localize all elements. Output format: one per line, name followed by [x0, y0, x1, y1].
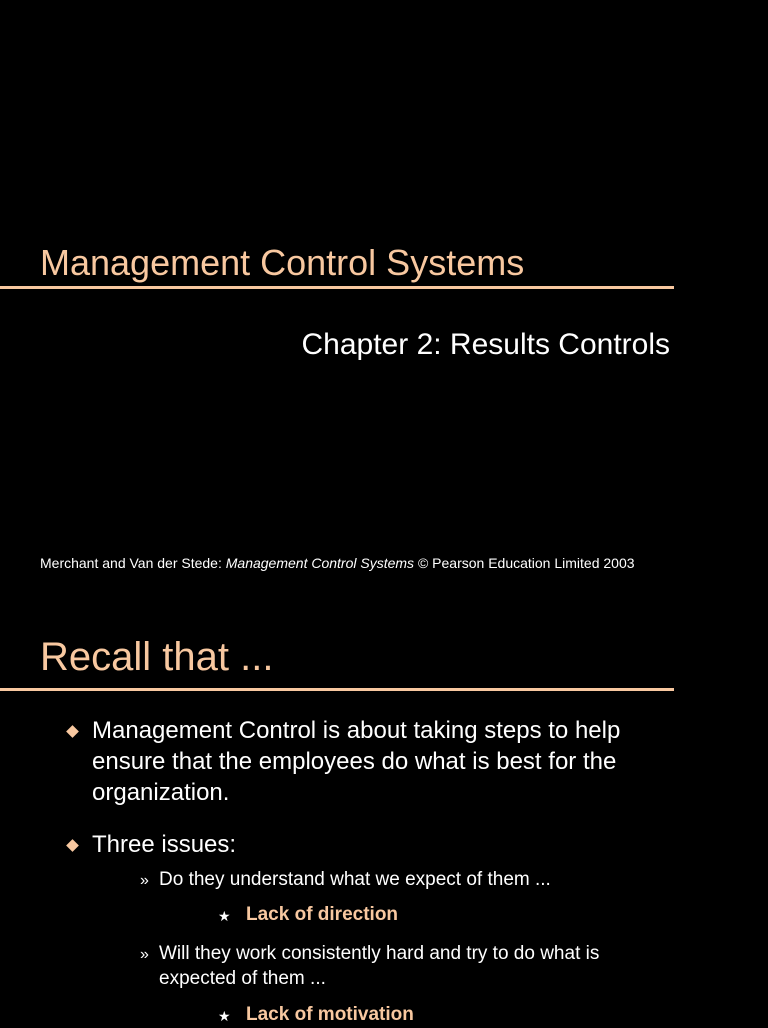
- chapter-subtitle: Chapter 2: Results Controls: [301, 328, 670, 361]
- star-bullet-icon: ★: [218, 908, 231, 924]
- diamond-bullet-icon: [66, 725, 79, 738]
- emphasis-item: Lack of direction: [246, 904, 399, 925]
- raquo-marker-icon: »: [140, 872, 149, 889]
- slide-title: Management Control Systems: [40, 242, 525, 283]
- diamond-bullet-icon: [66, 839, 79, 852]
- title-underline: [0, 286, 674, 289]
- sub-bullet-item: Do they understand what we expect of them ...: [159, 869, 551, 890]
- bullet-item: Three issues:: [92, 831, 237, 858]
- bullet-item: Management Control is about taking steps to help ensure that the employees do what is best for the organization.: [92, 717, 621, 806]
- content-slide: [0, 610, 768, 1024]
- star-bullet-icon: ★: [218, 1008, 231, 1024]
- raquo-marker-icon: »: [140, 946, 149, 963]
- footer-copyright: © Pearson Education Limited 2003: [414, 555, 635, 571]
- title-underline: [0, 688, 674, 691]
- footer-book-title: Management Control Systems: [225, 555, 415, 571]
- sub-bullet-item: Will they work consistently hard and try to do what is expected of them ...: [159, 943, 600, 989]
- copyright-footer: [40, 554, 635, 572]
- slide-title: Recall that ...: [40, 635, 274, 679]
- footer-authors: Merchant and Van der Stede:: [40, 555, 226, 571]
- emphasis-item: Lack of motivation: [246, 1004, 414, 1025]
